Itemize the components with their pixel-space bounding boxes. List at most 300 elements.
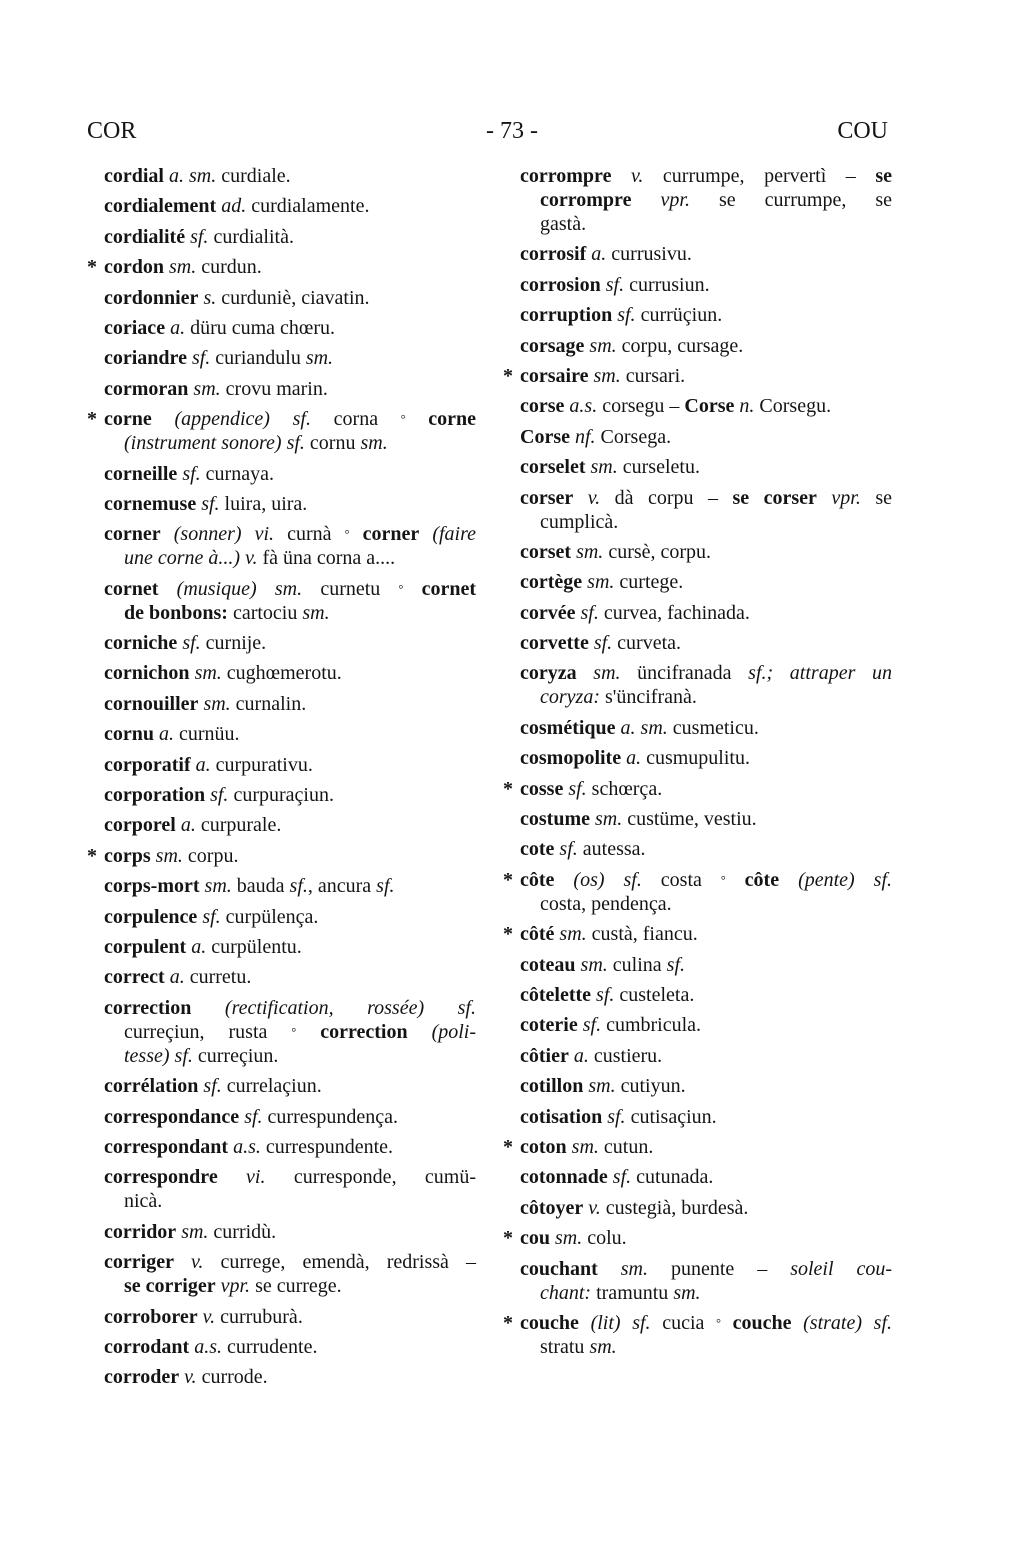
grammar-label: sf. — [190, 225, 209, 248]
headword: corrodant — [104, 1335, 190, 1358]
headword: corrompre — [540, 189, 632, 211]
grammar-label: sm. — [590, 456, 618, 479]
entry-line — [520, 540, 892, 564]
grammar-label: sm. — [204, 875, 232, 898]
grammar-label: v. — [191, 1251, 204, 1274]
headword: corpulence — [104, 905, 198, 928]
running-head-right: COU — [837, 118, 888, 144]
translation-text: currumpe, pervertì – — [643, 165, 876, 187]
dictionary-entry — [520, 334, 892, 358]
entry-line — [520, 868, 892, 892]
headword: cornet — [421, 577, 476, 600]
translation-text: tramuntu — [591, 1281, 674, 1304]
dictionary-entry — [520, 1196, 892, 1220]
headword: cou — [520, 1227, 550, 1250]
headword: corporel — [104, 814, 176, 837]
translation-text: curridù. — [208, 1220, 277, 1243]
headword: corrélation — [104, 1075, 199, 1098]
grammar-label: sm. — [305, 347, 334, 370]
entry-line — [104, 1274, 476, 1298]
entry-line — [104, 661, 476, 685]
translation-text: currode. — [196, 1366, 268, 1389]
dictionary-entry — [520, 455, 892, 479]
translation-text: schœrça. — [586, 777, 663, 800]
grammar-label: tesse) sf. — [124, 1044, 193, 1067]
entry-line — [520, 601, 892, 625]
grammar-label: a. sm. — [169, 165, 217, 187]
grammar-label: v. — [630, 165, 644, 187]
translation-text — [726, 869, 745, 891]
headword: cormoran — [104, 377, 189, 400]
headword: corps-mort — [104, 875, 200, 898]
translation-text: curpurale. — [195, 814, 282, 837]
translation-text — [573, 487, 587, 509]
translation-text: curpurativu. — [210, 753, 313, 776]
entry-line — [520, 455, 892, 479]
grammar-label: sf. — [191, 347, 211, 370]
translation-text: corpu. — [182, 844, 239, 867]
entry-line — [104, 1335, 476, 1359]
headword: se corriger — [124, 1275, 216, 1298]
translation-text: punente – — [648, 1257, 791, 1280]
translation-text — [611, 165, 631, 187]
headword: correspondant — [104, 1135, 229, 1158]
translation-text: curruburà. — [215, 1305, 303, 1328]
translation-text: corna — [310, 408, 401, 431]
headword: corne — [104, 408, 152, 431]
headword: cortège — [520, 571, 583, 594]
entry-line — [104, 996, 476, 1020]
dictionary-entry — [520, 1135, 892, 1159]
dictionary-entry — [104, 874, 476, 898]
grammar-label: sm. — [555, 1227, 583, 1250]
translation-text: crovu marin. — [220, 377, 328, 400]
dictionary-entry — [520, 716, 892, 740]
entry-line — [520, 746, 892, 770]
headword: corporatif — [104, 753, 191, 776]
grammar-label: sf. — [182, 632, 201, 655]
translation-text: curvea, fachinada. — [598, 601, 750, 624]
translation-text — [218, 1166, 246, 1188]
grammar-label: n. — [739, 395, 755, 418]
dictionary-entry — [104, 1250, 476, 1298]
dictionary-entry — [104, 286, 476, 310]
translation-text — [554, 869, 573, 891]
headword: correct — [104, 966, 165, 989]
headword: corne — [428, 408, 477, 431]
translation-text: costa — [641, 868, 721, 891]
entry-line — [104, 631, 476, 655]
headword: cornichon — [104, 662, 190, 685]
entry-line — [104, 164, 476, 188]
translation-text: cusmupulitu. — [641, 747, 750, 770]
grammar-label: soleil cou- — [790, 1257, 893, 1280]
translation-text — [174, 1251, 191, 1273]
dictionary-entry — [104, 905, 476, 929]
entry-line — [520, 983, 892, 1007]
dictionary-entry — [520, 1226, 892, 1250]
entry-line — [104, 813, 476, 837]
grammar-label: sf. — [593, 632, 613, 655]
translation-text — [403, 578, 421, 600]
grammar-label: s. — [203, 286, 217, 309]
dictionary-entry — [104, 462, 476, 486]
grammar-label: sf. — [568, 777, 587, 800]
grammar-label: sf. — [580, 601, 599, 624]
separator-mark: ° — [291, 1024, 297, 1039]
entry-line — [520, 1196, 892, 1220]
headword: corridor — [104, 1220, 177, 1243]
dictionary-entry — [520, 425, 892, 449]
entry-line — [104, 1105, 476, 1129]
translation-text: nicà. — [124, 1190, 163, 1213]
grammar-label: sm. — [193, 377, 221, 400]
translation-text: düru cuma chœru. — [185, 316, 336, 339]
right-column — [520, 164, 892, 1365]
dictionary-entry — [520, 1013, 892, 1037]
entry-line — [104, 462, 476, 486]
grammar-label: sm. — [169, 256, 197, 279]
grammar-label: sf. — [376, 875, 395, 898]
headword: corner — [104, 523, 161, 546]
entry-line — [520, 1044, 892, 1068]
headword: correction — [104, 996, 192, 1019]
dictionary-entry — [520, 1074, 892, 1098]
entry-line — [104, 1020, 476, 1044]
entry-line — [104, 1250, 476, 1274]
entry-line — [520, 1281, 892, 1305]
grammar-label: sm. — [589, 1335, 617, 1358]
translation-text: custeleta. — [614, 983, 695, 1006]
grammar-label: sf. — [596, 983, 615, 1006]
grammar-label: sm. — [571, 1135, 599, 1158]
entry-line — [520, 837, 892, 861]
headword: corriger — [104, 1251, 174, 1274]
translation-text — [631, 189, 660, 211]
grammar-label: sm. — [588, 1075, 616, 1098]
grammar-label: v. — [202, 1305, 216, 1328]
translation-text — [408, 1021, 432, 1043]
entry-line — [520, 1013, 892, 1037]
translation-text: curtege. — [614, 571, 684, 594]
headword: cotillon — [520, 1075, 584, 1098]
entry-line — [104, 1074, 476, 1098]
translation-text — [406, 408, 429, 430]
headword: cordonnier — [104, 286, 199, 309]
grammar-label: a. — [573, 1044, 589, 1067]
headword: cotisation — [520, 1105, 603, 1128]
entry-line — [520, 1335, 892, 1359]
headword: corruption — [520, 304, 613, 327]
headword: corneille — [104, 462, 178, 485]
grammar-label: sm. — [594, 808, 623, 831]
headword: cornemuse — [104, 492, 197, 515]
translation-text: cumplicà. — [540, 510, 619, 533]
grammar-label: sf. — [666, 953, 685, 976]
dictionary-entry — [520, 922, 892, 946]
headword: cordialité — [104, 225, 186, 248]
entry-line — [104, 874, 476, 898]
entry-line — [104, 905, 476, 929]
translation-text: curreçiun. — [192, 1044, 279, 1067]
grammar-label: a. — [591, 243, 607, 266]
headword: côtier — [520, 1044, 569, 1067]
entry-line — [520, 1257, 892, 1281]
translation-text: currudente. — [221, 1335, 318, 1358]
headword: corroborer — [104, 1305, 198, 1328]
headword: corse — [520, 395, 565, 418]
grammar-label: chant: — [540, 1281, 592, 1304]
entry-line — [104, 1189, 476, 1213]
headword: corner — [362, 523, 420, 546]
entry-line — [104, 407, 476, 431]
entry-line — [520, 1226, 892, 1250]
entry-line — [104, 377, 476, 401]
entry-line — [104, 1305, 476, 1329]
headword: côte — [744, 868, 780, 891]
grammar-label: v. — [587, 486, 601, 509]
translation-text: üncifranada — [620, 662, 749, 685]
entry-line — [104, 1365, 476, 1389]
translation-text — [577, 662, 594, 684]
grammar-label: sf. — [244, 1105, 263, 1128]
grammar-label: sm. — [576, 540, 604, 563]
headword: coryza — [520, 662, 577, 685]
grammar-label: sm. — [302, 601, 330, 624]
dictionary-entry — [104, 1074, 476, 1098]
entry-line — [104, 1135, 476, 1159]
entry-line — [520, 486, 892, 510]
dictionary-entry — [520, 807, 892, 831]
entry-line — [520, 364, 892, 388]
translation-text: cusmeticu. — [667, 716, 759, 739]
translation-text: se currumpe, se — [689, 189, 893, 211]
headword: cosmopolite — [520, 747, 622, 770]
translation-text — [158, 578, 176, 600]
headword: de bonbons: — [124, 601, 228, 624]
grammar-label: sm. — [620, 1257, 648, 1280]
translation-text: curresponde, cumü- — [265, 1166, 476, 1189]
dictionary-entry — [104, 1105, 476, 1129]
entry-line — [104, 783, 476, 807]
grammar-label: a. — [626, 747, 642, 770]
translation-text: costa, pendença. — [540, 892, 672, 915]
translation-text — [349, 523, 362, 545]
headword: coriace — [104, 316, 166, 339]
grammar-label: a. — [170, 316, 186, 339]
entry-line — [104, 965, 476, 989]
headword: corniche — [104, 632, 178, 655]
translation-text: curdun. — [196, 256, 262, 279]
headword: corsaire — [520, 364, 589, 387]
entry-line — [520, 661, 892, 685]
grammar-label: sf. — [202, 905, 221, 928]
grammar-label: sf. — [559, 838, 578, 861]
dictionary-entry — [104, 255, 476, 279]
translation-text — [191, 997, 225, 1019]
grammar-label: a.s. — [194, 1335, 222, 1358]
translation-text: currusivu. — [606, 243, 692, 266]
entry-line — [104, 316, 476, 340]
headword: cotonnade — [520, 1166, 608, 1189]
entry-line — [520, 212, 892, 236]
dictionary-entry — [104, 1335, 476, 1359]
grammar-label: (sonner) vi. — [173, 523, 275, 546]
dictionary-entry — [520, 394, 892, 418]
grammar-label: v. — [184, 1366, 197, 1389]
headword: coterie — [520, 1014, 578, 1037]
headword: cordialement — [104, 195, 217, 218]
grammar-label: (appendice) sf. — [174, 408, 311, 431]
entry-line — [520, 631, 892, 655]
translation-text: corsegu – — [597, 395, 685, 418]
translation-text: curseletu. — [617, 456, 700, 479]
grammar-label: a.s. — [569, 395, 598, 418]
grammar-label: sm. — [673, 1281, 701, 1304]
entry-line — [520, 164, 892, 188]
grammar-label: (strate) sf. — [803, 1311, 893, 1334]
dictionary-entry — [104, 783, 476, 807]
entry-line — [520, 922, 892, 946]
dictionary-entry — [520, 303, 892, 327]
entry-line — [104, 546, 476, 570]
headword: couche — [732, 1311, 792, 1334]
dictionary-entry — [104, 935, 476, 959]
entry-line — [104, 431, 476, 455]
translation-text: luira, uira. — [219, 492, 308, 515]
headword: côte — [520, 868, 555, 891]
translation-text: curpülentu. — [206, 935, 302, 958]
translation-text — [791, 1312, 803, 1334]
dictionary-entry — [104, 377, 476, 401]
entry-line — [104, 753, 476, 777]
grammar-label: (faire — [432, 523, 477, 546]
grammar-label: (pente) sf. — [798, 868, 893, 891]
grammar-label: (os) sf. — [573, 868, 642, 891]
dictionary-entry — [104, 813, 476, 837]
translation-text: curduniè, ciavatin. — [216, 286, 370, 309]
headword: correspondre — [104, 1166, 218, 1189]
dictionary-entry — [520, 242, 892, 266]
dictionary-entry — [520, 601, 892, 625]
entry-line — [520, 273, 892, 297]
grammar-label: une corne à...) v. — [124, 547, 258, 570]
headword: coteau — [520, 953, 576, 976]
entry-line — [520, 1311, 892, 1335]
translation-text: currespundença. — [262, 1105, 399, 1128]
translation-text — [579, 1312, 591, 1334]
dictionary-entry — [520, 1105, 892, 1129]
translation-text — [161, 523, 174, 545]
translation-text: bauda — [231, 875, 290, 898]
translation-text: custà, fiancu. — [586, 923, 698, 946]
headword: cordial — [104, 165, 164, 187]
grammar-label: a. — [195, 753, 211, 776]
entry-line — [104, 1044, 476, 1068]
entry-line — [520, 1135, 892, 1159]
dictionary-entry — [520, 1311, 892, 1359]
translation-text: cumbricula. — [601, 1014, 702, 1037]
grammar-label: sm. — [194, 662, 222, 685]
dictionary-entry — [104, 1135, 476, 1159]
entry-line — [104, 194, 476, 218]
headword: cornu — [104, 723, 154, 746]
headword: corselet — [520, 456, 586, 479]
grammar-label: sf. — [605, 273, 625, 296]
running-head-left: COR — [87, 118, 137, 144]
dictionary-entry — [520, 837, 892, 861]
separator-mark: ° — [716, 1315, 721, 1330]
headword: se — [875, 165, 892, 187]
translation-text: currüçiun. — [635, 304, 723, 327]
translation-text: currelaçiun. — [221, 1075, 322, 1098]
entry-line — [104, 601, 476, 625]
grammar-label: a. — [159, 723, 174, 746]
entry-line — [104, 935, 476, 959]
entry-line — [520, 953, 892, 977]
translation-text: se — [860, 486, 893, 509]
headword: corsage — [520, 334, 585, 357]
translation-text: currespundente. — [260, 1135, 394, 1158]
grammar-label: sm. — [580, 953, 608, 976]
translation-text: , ancura — [307, 875, 377, 898]
grammar-label: sm. — [203, 692, 231, 715]
translation-text: gastà. — [540, 213, 587, 235]
entry-line — [104, 346, 476, 370]
headword: corrosion — [520, 273, 601, 296]
dictionary-entry — [104, 1165, 476, 1213]
dictionary-entry — [104, 522, 476, 570]
dictionary-entry — [520, 364, 892, 388]
translation-text: cutisaçiun. — [625, 1105, 717, 1128]
entry-line — [520, 807, 892, 831]
headword: corser — [520, 486, 574, 509]
translation-text: Corsegu. — [754, 395, 832, 418]
grammar-label: vpr. — [831, 486, 861, 509]
grammar-label: sf. — [607, 1105, 626, 1128]
grammar-label: sf. — [182, 462, 201, 485]
translation-text: s'üncifranà. — [599, 686, 697, 709]
translation-text — [152, 408, 175, 430]
headword: couchant — [520, 1257, 598, 1280]
grammar-label: sf.; attraper un — [748, 662, 892, 685]
dictionary-entry — [104, 844, 476, 868]
grammar-label: a. — [191, 935, 207, 958]
dictionary-entry — [520, 486, 892, 534]
dictionary-entry — [520, 1044, 892, 1068]
dictionary-entry — [104, 492, 476, 516]
translation-text: cutun. — [598, 1135, 654, 1158]
headword: costume — [520, 808, 590, 831]
entry-line — [104, 722, 476, 746]
translation-text: curnalin. — [230, 692, 307, 715]
translation-text: cughœmerotu. — [221, 662, 342, 685]
headword: cosmétique — [520, 716, 616, 739]
entry-line — [520, 1074, 892, 1098]
entry-line — [520, 334, 892, 358]
translation-text: curpuraçiun. — [228, 784, 334, 807]
translation-text: custegià, burdesà. — [600, 1196, 749, 1219]
grammar-label: a. — [180, 814, 196, 837]
separator-mark: ° — [720, 872, 726, 887]
dictionary-entry — [520, 661, 892, 709]
dictionary-entry — [520, 164, 892, 236]
translation-text: curnüu. — [174, 723, 240, 746]
translation-text: se currege. — [250, 1275, 342, 1298]
dictionary-entry — [104, 1305, 476, 1329]
headword: correction — [320, 1020, 408, 1043]
entry-line — [520, 394, 892, 418]
